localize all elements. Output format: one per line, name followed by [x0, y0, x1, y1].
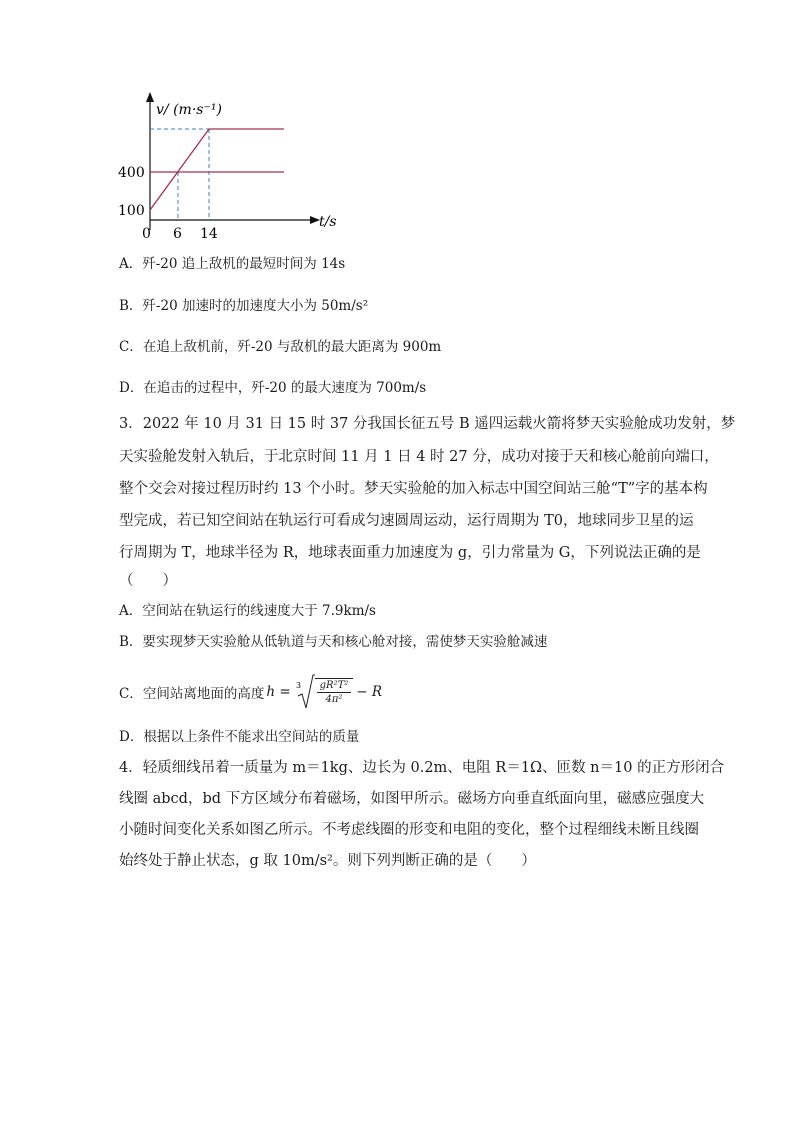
q3-answer-blank: （ ） — [119, 573, 177, 589]
q3-line-5: 行周期为 T，地球半径为 R，地球表面重力加速度为 g，引力常量为 G，下列说法正确的是 — [119, 545, 701, 561]
x-tick-6: 6 — [173, 226, 182, 242]
x-tick-0: 0 — [142, 226, 151, 242]
q4-line-3: 小随时间变化关系如图乙所示。不考虑线圈的形变和电阻的变化，整个过程细线未断且线圈 — [119, 822, 699, 838]
q3-option-a: A．空间站在轨运行的线速度大于 7.9km/s — [119, 603, 376, 619]
formula-minus-r: − R — [356, 684, 383, 700]
q3-line-2: 天实验舱发射入轨后，于北京时间 11 月 1 日 4 时 27 分，成功对接于天和核心舱前向端口， — [119, 449, 719, 465]
q4-line-2: 线圈 abcd，bd 下方区域分布着磁场，如图甲所示。磁场方向垂直纸面向里，磁感应强度大 — [119, 791, 705, 807]
y-tick-100: 100 — [118, 203, 145, 219]
formula-fraction — [315, 678, 354, 706]
q2-option-b: B．歼-20 加速时的加速度大小为 50m/s² — [119, 298, 369, 314]
q4-line-4: 始终处于静止状态，g 取 10m/s²。则下列判断正确的是（ ） — [119, 853, 536, 869]
q3-option-b: B．要实现梦天实验舱从低轨道与天和核心舱对接，需使梦天实验舱减速 — [119, 634, 548, 650]
formula-lhs: h = — [266, 684, 291, 700]
cube-root — [295, 674, 354, 710]
q3-line-4: 型完成，若已知空间站在轨运行可看成匀速圆周运动，运行周期为 T0，地球同步卫星的运 — [119, 513, 694, 529]
velocity-time-graph — [112, 92, 352, 244]
q3-option-d: D．根据以上条件不能求出空间站的质量 — [119, 729, 360, 745]
graph-svg — [112, 92, 352, 244]
q3-line-3: 整个交会对接过程历时约 13 个小时。梦天实验舱的加入标志中国空间站三舱“T”字的基本构 — [119, 481, 708, 497]
q2-option-d: D．在追击的过程中，歼-20 的最大速度为 700m/s — [119, 380, 427, 396]
formula-denominator: 4π² — [325, 694, 343, 705]
q2-option-c: C．在追上敌机前，歼-20 与敌机的最大距离为 900m — [119, 339, 442, 355]
q4-line-1: 4．轻质细线吊着一质量为 m＝1kg、边长为 0.2m、电阻 R＝1Ω、匝数 n＝10 的正方形闭合 — [119, 760, 725, 776]
q3-option-c-text: C．空间站离地面的高度 — [119, 686, 265, 702]
fighter-line — [150, 129, 284, 210]
q3-line-1: 3．2022 年 10 月 31 日 15 时 37 分我国长征五号 B 遥四运载火箭将梦天实验舱成功发射，梦 — [119, 416, 736, 432]
formula-numerator: gR²T² — [317, 679, 352, 693]
y-axis-arrow — [146, 92, 154, 102]
root-index: 3 — [295, 681, 301, 690]
x-axis-label: t/s — [319, 214, 337, 230]
x-tick-14: 14 — [200, 226, 218, 242]
y-axis-label: v/ (m·s⁻¹) — [156, 102, 222, 118]
q2-option-a: A．歼-20 追上敌机的最短时间为 14s — [119, 256, 346, 272]
q3-option-c — [119, 672, 382, 712]
y-tick-400: 400 — [118, 165, 145, 181]
radical-sign-icon — [295, 674, 315, 710]
